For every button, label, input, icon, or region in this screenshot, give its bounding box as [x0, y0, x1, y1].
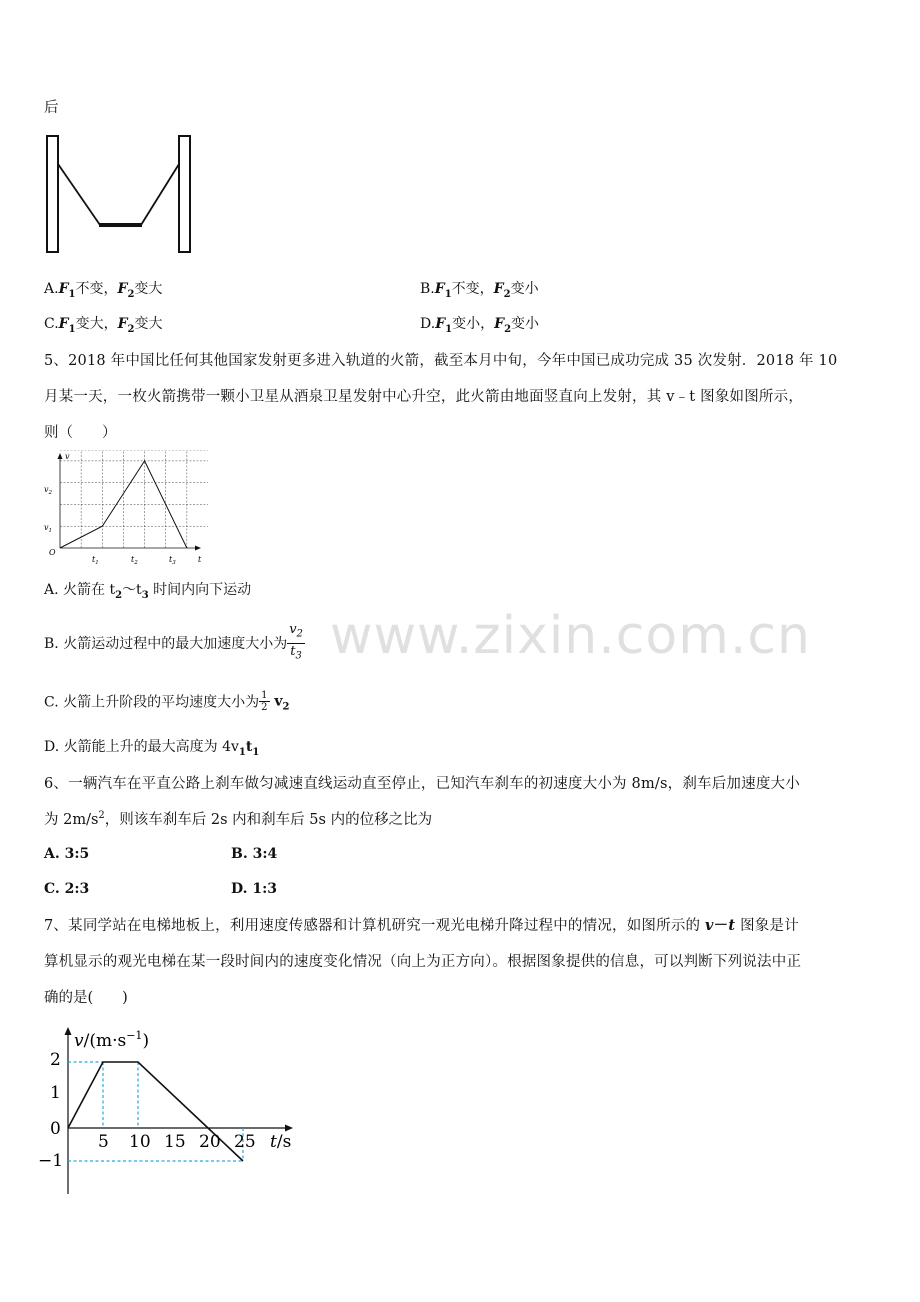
q5-v1-label: $v_1$: [44, 523, 53, 534]
q5-option-d[interactable]: D. 火箭能上升的最大高度为 $4v_1t_1$: [44, 739, 260, 758]
q6-option-a[interactable]: A. 3:5: [44, 846, 90, 862]
q5-option-c-fraction: $\frac{1}{2}$: [261, 690, 268, 713]
q5-option-a[interactable]: A. 火箭在 $t_2\sim t_3$ 时间内向下运动: [44, 582, 252, 601]
q7-stem-line2: 算机显示的观光电梯在某一段时间内的速度变化情况（向上为正方向）。根据图象提供的信息，可以判断下列说法中正: [44, 954, 802, 970]
q5-y-arrow: [58, 453, 63, 459]
q4-option-d[interactable]: $D.F_1$变小，$F_2$变小: [420, 316, 540, 335]
q5-vt-chart: [40, 450, 210, 572]
q5-v2-label: $v_2$: [44, 485, 53, 496]
q5-option-b[interactable]: B. 火箭运动过程中的最大加速度大小为 $\frac{v_2}{t_3}$: [44, 622, 305, 664]
q7-y-tick-2: 2: [50, 1050, 61, 1070]
q5-t2-label: $t_2$: [131, 555, 138, 566]
q4-option-c[interactable]: $C.F_1$变大，$F_2$变大: [44, 316, 163, 335]
q4-option-a[interactable]: $A.F_1$不变，$F_2$变大: [44, 281, 163, 300]
q5-option-b-fraction: $\frac{v_2}{t_3}$: [289, 622, 303, 662]
q5-t3-label: $t_3$: [169, 555, 176, 566]
q6-stem-line1: 6、一辆汽车在平直公路上刹车做匀减速直线运动直至停止，已知汽车刹车的初速度大小为 8m/s，刹车后加速度大小: [44, 776, 800, 792]
q5-stem-line1: 5、2018 年中国比任何其他国家发射更多进入轨道的火箭，截至本月中旬，今年中国已成功完成 35 次发射．2018 年 10: [44, 353, 838, 369]
q7-x-axis-label: t/s: [270, 1132, 292, 1152]
q5-t1-label: $t_1$: [92, 555, 99, 566]
q6-option-c[interactable]: C. 2:3: [44, 881, 90, 897]
q5-t-label: t: [198, 555, 202, 564]
q7-y-tick-1: 1: [50, 1083, 61, 1103]
q7-x-tick-10: 10: [129, 1132, 151, 1152]
q5-origin-label: O: [49, 548, 56, 557]
q7-y-tick-m1: −1: [38, 1151, 64, 1171]
q5-v-label: v: [65, 452, 70, 461]
q5-option-c[interactable]: C. 火箭上升阶段的平均速度大小为 $\frac{1}{2}$ $v_2$: [44, 690, 290, 713]
q7-vt-chart: [36, 1022, 306, 1200]
q5-grid: [60, 450, 208, 548]
left-rope: [58, 164, 100, 225]
q7-y-axis-label: $v/(m\cdot s^{-1})$: [74, 1029, 150, 1051]
q4-option-b[interactable]: $B.F_1$不变，$F_2$变小: [420, 281, 539, 300]
q7-y-tick-0: 0: [50, 1119, 61, 1139]
q7-x-tick-20: 20: [199, 1132, 221, 1152]
watermark: www.zixin.com.cn: [330, 606, 811, 666]
q7-x-tick-5: 5: [98, 1132, 109, 1152]
q5-stem-line3: 则（ ）: [44, 425, 117, 441]
q5-x-arrow: [195, 546, 201, 551]
q6-option-d[interactable]: D. 1:3: [231, 881, 278, 897]
q7-x-arrow: [285, 1125, 293, 1132]
right-post: [179, 136, 190, 252]
q6-option-b[interactable]: B. 3:4: [231, 846, 278, 862]
q7-x-tick-15: 15: [164, 1132, 186, 1152]
q7-stem-line1: 7、某同学站在电梯地板上，利用速度传感器和计算机研究一观光电梯升降过程中的情况，如图所示的 v－t 图象是计: [44, 917, 799, 934]
q7-stem-line3: 确的是( ): [44, 990, 128, 1006]
q7-x-tick-25: 25: [234, 1132, 256, 1152]
left-post: [47, 136, 58, 252]
q7-y-arrow: [65, 1027, 72, 1035]
q5-stem-line2: 月某一天，一枚火箭携带一颗小卫星从酒泉卫星发射中心升空，此火箭由地面竖直向上发射，其 v﹣t 图象如图所示，: [44, 389, 804, 405]
right-rope: [141, 164, 179, 225]
q4-figure: [44, 134, 194, 256]
q6-stem-line2: 为 $2m/s^2$，则该车刹车后 2s 内和刹车后 5s 内的位移之比为: [44, 810, 433, 828]
text-fragment: 后: [44, 100, 59, 116]
